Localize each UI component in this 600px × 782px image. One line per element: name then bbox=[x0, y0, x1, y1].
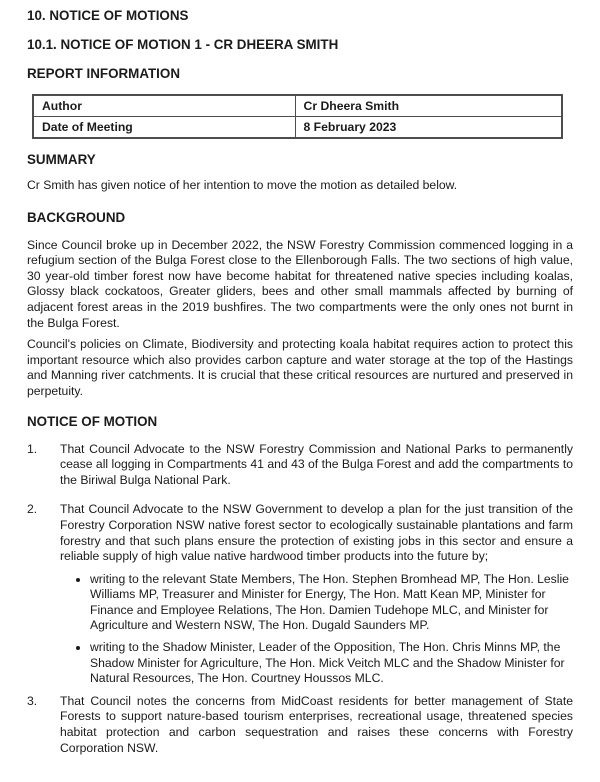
bullet-text: writing to the Shadow Minister, Leader of the Opposition, The Hon. Chris Minns MP, the Shadow Minister for Agriculture, The Hon. Mick Veitch MLC and the Shadow Minister for Natural Resources, The Hon. Courtney Houssos MLC. bbox=[90, 640, 565, 686]
motion-item-3 bbox=[27, 694, 573, 756]
motion-item-bullet-list bbox=[75, 572, 573, 687]
section-heading: 10. NOTICE OF MOTIONS bbox=[27, 8, 189, 23]
motion-item-number: 1. bbox=[27, 441, 38, 456]
motion-item-text: That Council Advocate to the NSW Forestry Commission and National Parks to permanently cease all logging in Compartments 41 and 43 of the Bulga Forest and add the compartments to the Biriwal Bulga National Park. bbox=[60, 441, 573, 487]
summary-text: Cr Smith has given notice of her intention to move the motion as detailed below. bbox=[27, 178, 458, 192]
motion-item-number: 2. bbox=[27, 502, 38, 517]
list-item bbox=[75, 640, 573, 687]
background-heading: BACKGROUND bbox=[27, 209, 126, 225]
report-information-table bbox=[32, 94, 563, 139]
motion-heading: 10.1. NOTICE OF MOTION 1 - CR DHEERA SMITH bbox=[27, 37, 339, 52]
background-paragraph-2: Council's policies on Climate, Biodiversity and protecting koala habitat requires action to protect this important resource which also provides carbon capture and water storage at the top of the Hastings and Manning river catchments. It is crucial that these critical resources are nurtured and preserved in perpetuity. bbox=[27, 337, 573, 398]
summary-heading: SUMMARY bbox=[27, 152, 96, 167]
bullet-icon bbox=[75, 640, 90, 687]
author-label-cell: Author bbox=[33, 95, 295, 117]
motion-item-number: 3. bbox=[27, 693, 38, 708]
date-of-meeting-label-cell: Date of Meeting bbox=[33, 117, 295, 139]
motion-item-1 bbox=[27, 442, 573, 489]
notice-of-motion-heading: NOTICE OF MOTION bbox=[27, 413, 158, 429]
author-value-cell: Cr Dheera Smith bbox=[295, 95, 562, 117]
motion-item-text: That Council Advocate to the NSW Government to develop a plan for the just transition of the Forestry Corporation NSW native forest sector to ecologically sustainable plantations and farm forestry and that such plans ensure the protection of existing jobs in this sector and ensure a reliable supply of high value native hardwood timber products into the future by; bbox=[60, 502, 573, 564]
background-paragraph-1: Since Council broke up in December 2022, the NSW Forestry Commission commenced logging in a refugium section of the Bulga Forest close to the Ellenborough Falls. The two sections of high value, 30 year-old timber forest now have become habitat for threatened native species including koalas, Glossy black cockatoos, Greater gliders, bees and other small mammals affected by burning of adjacent forest areas in the 2019 bushfires. The two compartments were the only ones not burnt in the Bulga Forest. bbox=[27, 237, 573, 330]
table-row-author bbox=[33, 95, 562, 117]
table-row-date-of-meeting bbox=[33, 117, 562, 139]
motion-item-2 bbox=[27, 502, 573, 687]
list-item bbox=[75, 572, 573, 634]
motion-item-text: That Council notes the concerns from MidCoast residents for better management of State Forests to support nature-based tourism enterprises, recreational usage, threatened species habitat protection and carbon sequestration and raises these concerns with Forestry Corporation NSW. bbox=[60, 693, 573, 755]
bullet-icon bbox=[75, 572, 90, 634]
report-information-heading: REPORT INFORMATION bbox=[27, 66, 180, 81]
bullet-text: writing to the relevant State Members, The Hon. Stephen Bromhead MP, The Hon. Leslie Williams MP, Treasurer and Minister for Energy, The Hon. Matt Kean MP, Minister for Finance and Employee Relations, The Hon. Damien Tudehope MLC, and Minister for Agriculture and Western NSW, The Hon. Dugald Saunders MP. bbox=[90, 571, 569, 633]
date-of-meeting-value-cell: 8 February 2023 bbox=[295, 117, 562, 139]
